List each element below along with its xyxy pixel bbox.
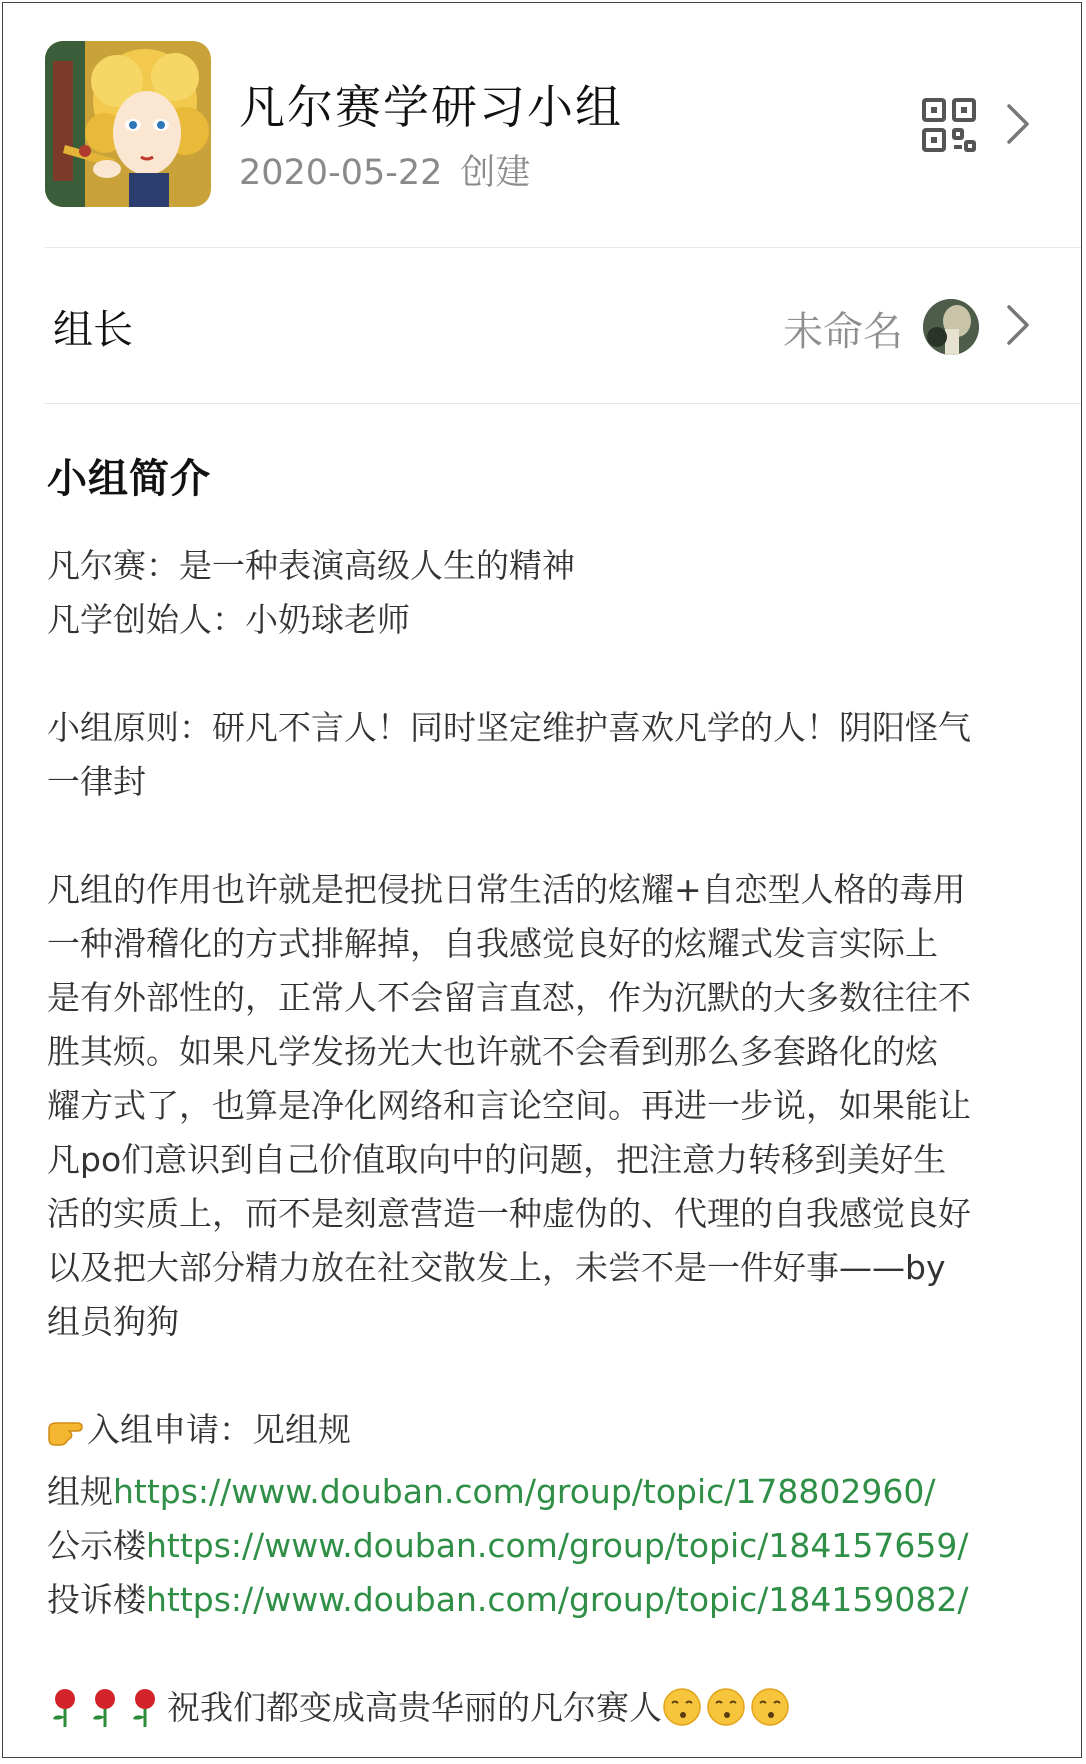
intro-line: 一律封 <box>47 762 146 801</box>
group-header[interactable] <box>3 3 1081 247</box>
rules-link-line <box>47 1465 1047 1519</box>
intro-line: 凡组的作用也许就是把侵扰日常生活的炫耀+自恋型人格的毒用 <box>47 870 966 909</box>
chevron-right-icon[interactable] <box>1005 304 1031 346</box>
kissing-face-emoji-icon <box>750 1687 790 1743</box>
created-date: 2020-05-22 <box>239 153 443 193</box>
closing-line <box>47 1681 1047 1743</box>
apply-line <box>47 1403 1047 1465</box>
intro-line: 组员狗狗 <box>47 1302 179 1341</box>
pointing-hand-emoji-icon <box>47 1411 87 1465</box>
intro-line: 以及把大部分精力放在社交散发上，未尝不是一件好事——by <box>47 1248 946 1287</box>
complaint-link-prefix: 投诉楼 <box>47 1580 146 1619</box>
intro-line: 活的实质上，而不是刻意营造一种虚伪的、代理的自我感觉良好 <box>47 1194 971 1233</box>
notice-link[interactable]: https://www.douban.com/group/topic/184157659/ <box>146 1526 969 1565</box>
intro-body <box>47 539 1047 1743</box>
intro-line: 小组原则：研凡不言人！同时坚定维护喜欢凡学的人！阴阳怪气 <box>47 708 971 747</box>
intro-line: 耀方式了，也算是净化网络和言论空间。再进一步说，如果能让 <box>47 1086 971 1125</box>
created-date-line <box>239 145 530 195</box>
group-avatar[interactable] <box>45 41 211 207</box>
intro-line: 是有外部性的，正常人不会留言直怼，作为沉默的大多数往往不 <box>47 978 971 1017</box>
kissing-face-emoji-icon <box>662 1687 702 1743</box>
qr-code-icon[interactable] <box>921 97 977 153</box>
intro-line: 一种滑稽化的方式排解掉，自我感觉良好的炫耀式发言实际上 <box>47 924 938 963</box>
leader-name: 未命名 <box>783 309 903 355</box>
group-leader-row[interactable] <box>3 248 1081 403</box>
leader-avatar[interactable] <box>923 299 979 355</box>
apply-text: 入组申请：见组规 <box>87 1410 351 1449</box>
group-info-page <box>2 2 1082 1758</box>
complaint-link-line <box>47 1573 1047 1627</box>
closing-text: 祝我们都变成高贵华丽的凡尔赛人 <box>167 1688 662 1727</box>
rose-emoji-icon <box>127 1687 163 1743</box>
group-name: 凡尔赛学研习小组 <box>239 80 623 134</box>
intro-line: 胜其烦。如果凡学发扬光大也许就不会看到那么多套路化的炫 <box>47 1032 938 1071</box>
rose-emoji-icon <box>47 1687 83 1743</box>
complaint-link[interactable]: https://www.douban.com/group/topic/184159082/ <box>146 1580 969 1619</box>
intro-line: 凡尔赛：是一种表演高级人生的精神 <box>47 546 575 585</box>
leader-label: 组长 <box>53 307 133 353</box>
intro-title: 小组简介 <box>47 456 211 502</box>
rose-emoji-icon <box>87 1687 123 1743</box>
chevron-right-icon[interactable] <box>1005 103 1031 145</box>
intro-line: 凡学创始人：小奶球老师 <box>47 600 410 639</box>
intro-line: 凡po们意识到自己价值取向中的问题，把注意力转移到美好生 <box>47 1140 947 1179</box>
created-suffix: 创建 <box>460 153 531 193</box>
notice-link-line <box>47 1519 1047 1573</box>
rules-link-prefix: 组规 <box>47 1472 113 1511</box>
kissing-face-emoji-icon <box>706 1687 746 1743</box>
notice-link-prefix: 公示楼 <box>47 1526 146 1565</box>
divider <box>45 403 1081 404</box>
rules-link[interactable]: https://www.douban.com/group/topic/178802960/ <box>113 1472 936 1511</box>
